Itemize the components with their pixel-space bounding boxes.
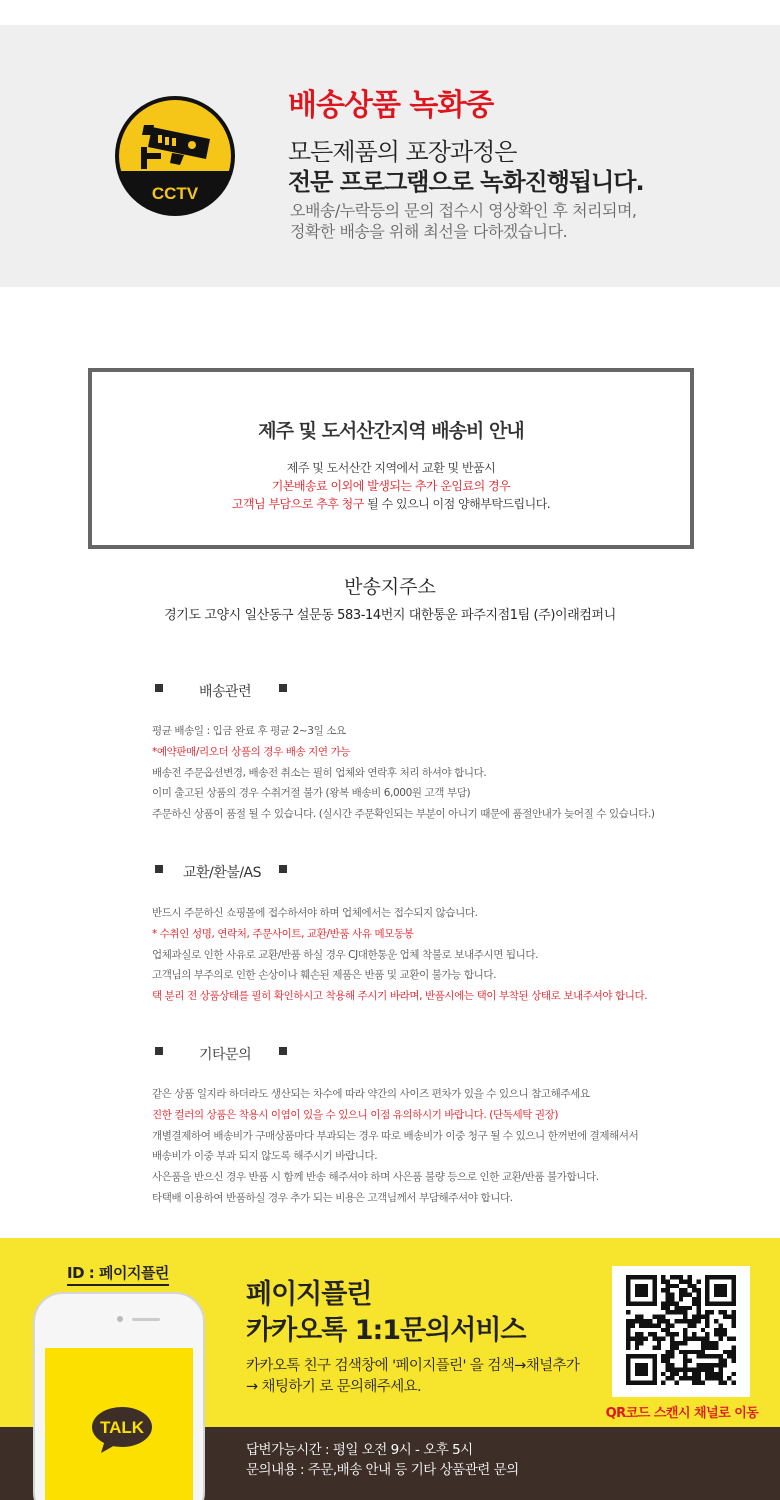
section-line: 개별결제하여 배송비가 구매상품마다 부과되는 경우 따로 배송비가 이중 청구 될 수 있으니 한꺼번에 결제해셔서 bbox=[152, 1129, 639, 1142]
section-label-shipping: 배송관련 bbox=[199, 684, 252, 700]
section-line: 고객님의 부주의로 인한 손상이나 훼손된 제품은 반품 및 교환이 불가능 합니다. bbox=[152, 969, 497, 982]
cctv-headline-1: 모든제품의 포장과정은 bbox=[288, 138, 517, 166]
kakao-hours-text: 답변가능시간 : 평일 오전 9시 - 오후 5시 bbox=[246, 1442, 473, 1458]
section-line: 배송전 주문옵션변경, 배송전 취소는 필히 업체와 연락후 처리 하셔야 합니다. bbox=[152, 766, 487, 779]
return-address: 경기도 고양시 일산동구 설문동 583-14번지 대한통운 파주지점1팀 (주)이래컴퍼니 bbox=[164, 608, 616, 623]
square-bullet-icon bbox=[155, 1047, 163, 1055]
kakao-title-service: 카카오톡 1:1문의서비스 bbox=[246, 1315, 526, 1346]
kakao-title bbox=[246, 1277, 526, 1349]
shipping-fee-notice bbox=[88, 368, 694, 549]
section-line: 같은 상품 일지라 하더라도 생산되는 차수에 따라 약간의 사이즈 편차가 있을 수 있으니 참고해주세요 bbox=[152, 1088, 590, 1100]
qr-caption: QR코드 스캔시 채널로 이동 bbox=[605, 1406, 759, 1421]
section-header-exchange bbox=[155, 862, 295, 880]
section-line: 반드시 주문하신 쇼핑몰에 접수하셔야 하며 업체에서는 접수되지 않습니다. bbox=[152, 907, 478, 919]
section-line: 진한 컬러의 상품은 착용시 이염이 있을 수 있으니 이점 유의하시기 바랍니다. (단독세탁 권장) bbox=[152, 1108, 559, 1121]
square-bullet-icon bbox=[155, 865, 163, 873]
kakao-inquiry-text: 문의내용 : 주문,배송 안내 등 기타 상품관련 문의 bbox=[246, 1462, 519, 1478]
notice-line-3-red: 고객님 부담으로 추후 청구 bbox=[231, 497, 364, 511]
section-line: 택 분리 전 상품상태를 필히 확인하시고 착용해 주시기 바라며, 반품시에는 택이 부착된 상태로 보내주셔야 합니다. bbox=[152, 990, 648, 1003]
kakao-description bbox=[246, 1356, 579, 1398]
qr-modules bbox=[626, 1275, 736, 1385]
section-line: 평균 배송일 : 입금 완료 후 평균 2~3일 소요 bbox=[152, 725, 346, 737]
notice-title: 제주 및 도서산간지역 배송비 안내 bbox=[258, 420, 524, 442]
cctv-title: 배송상품 녹화중 bbox=[288, 88, 494, 123]
section-line: 주문하신 상품이 품절 될 수 있습니다. (실시간 주문확인되는 부분이 아니기 때문에 품절안내가 늦어질 수 있습니다.) bbox=[152, 808, 655, 821]
section-line: 사은품을 반으신 경우 반품 시 함께 반송 해주셔야 하며 사은품 불량 등으로 인한 교환/반품 불가합니다. bbox=[152, 1171, 599, 1184]
notice-line-3-rest: 될 수 있으니 이점 양해부탁드립니다. bbox=[363, 497, 551, 511]
cctv-banner bbox=[0, 25, 780, 287]
cctv-subtext-2: 정확한 배송을 위해 최선을 다하겠습니다. bbox=[290, 222, 568, 241]
kakao-hours bbox=[246, 1440, 519, 1480]
notice-line-3 bbox=[92, 495, 690, 513]
section-line: * 수취인 성명, 연락처, 주문사이트, 교환/반품 사유 메모동봉 bbox=[152, 927, 414, 940]
square-bullet-icon bbox=[279, 684, 287, 692]
kakao-title-brand: 페이지플린 bbox=[246, 1279, 372, 1310]
kakao-id-label: ID : 페이지플린 bbox=[67, 1262, 169, 1286]
cctv-badge-icon bbox=[114, 95, 236, 217]
section-body-other bbox=[152, 1084, 638, 1209]
cctv-subtext-1: 오배송/누락등의 문의 접수시 영상확인 후 처리되며, bbox=[290, 201, 637, 220]
kakao-desc-line-2: → 채팅하기 로 문의해주세요. bbox=[246, 1379, 422, 1395]
cctv-headline-2: 전문 프로그램으로 녹화진행됩니다. bbox=[288, 168, 644, 196]
phone-camera-icon bbox=[117, 1316, 123, 1322]
section-header-shipping bbox=[155, 681, 295, 699]
return-address-title: 반송지주소 bbox=[344, 576, 436, 598]
notice-line-2: 기본배송료 이외에 발생되는 추가 운임료의 경우 bbox=[271, 479, 511, 493]
section-label-exchange: 교환/환불/AS bbox=[183, 865, 261, 881]
section-body-exchange bbox=[152, 903, 647, 1007]
qr-code-icon[interactable] bbox=[626, 1275, 736, 1385]
phone-screen bbox=[45, 1348, 193, 1500]
square-bullet-icon bbox=[279, 1047, 287, 1055]
square-bullet-icon bbox=[279, 865, 287, 873]
square-bullet-icon bbox=[155, 684, 163, 692]
notice-body bbox=[92, 459, 690, 513]
section-header-other bbox=[155, 1044, 295, 1062]
section-line: 이미 출고된 상품의 경우 수취거절 불가 (왕복 배송비 6,000원 고객 부담) bbox=[152, 787, 471, 800]
section-line: *예약판매/리오더 상품의 경우 배송 지연 가능 bbox=[152, 745, 351, 758]
kakao-talk-text: TALK bbox=[99, 1418, 145, 1437]
phone-speaker-icon bbox=[132, 1318, 160, 1321]
cctv-subtext bbox=[290, 200, 636, 242]
kakao-talk-icon bbox=[91, 1406, 153, 1454]
kakao-qr-code[interactable] bbox=[612, 1266, 750, 1397]
kakao-desc-line-1: 카카오톡 친구 검색창에 '페이지플린' 을 검색→채널추가 bbox=[246, 1358, 580, 1374]
phone-illustration bbox=[33, 1292, 205, 1500]
section-line: 배송비가 이중 부과 되지 않도록 해주시기 바랍니다. bbox=[152, 1150, 378, 1163]
cctv-badge-text: CCTV bbox=[151, 184, 199, 203]
section-line: 업체과실로 인한 사유로 교환/반품 하실 경우 CJ대한통운 업체 착불로 보내주시면 됩니다. bbox=[152, 948, 539, 961]
section-label-other: 기타문의 bbox=[199, 1047, 252, 1063]
notice-line-1: 제주 및 도서산간 지역에서 교환 및 반품시 bbox=[286, 461, 496, 475]
section-line: 타택배 이용하여 반품하실 경우 추가 되는 비용은 고객님께서 부담해주셔야 합니다. bbox=[152, 1191, 513, 1204]
section-body-shipping bbox=[152, 721, 655, 825]
